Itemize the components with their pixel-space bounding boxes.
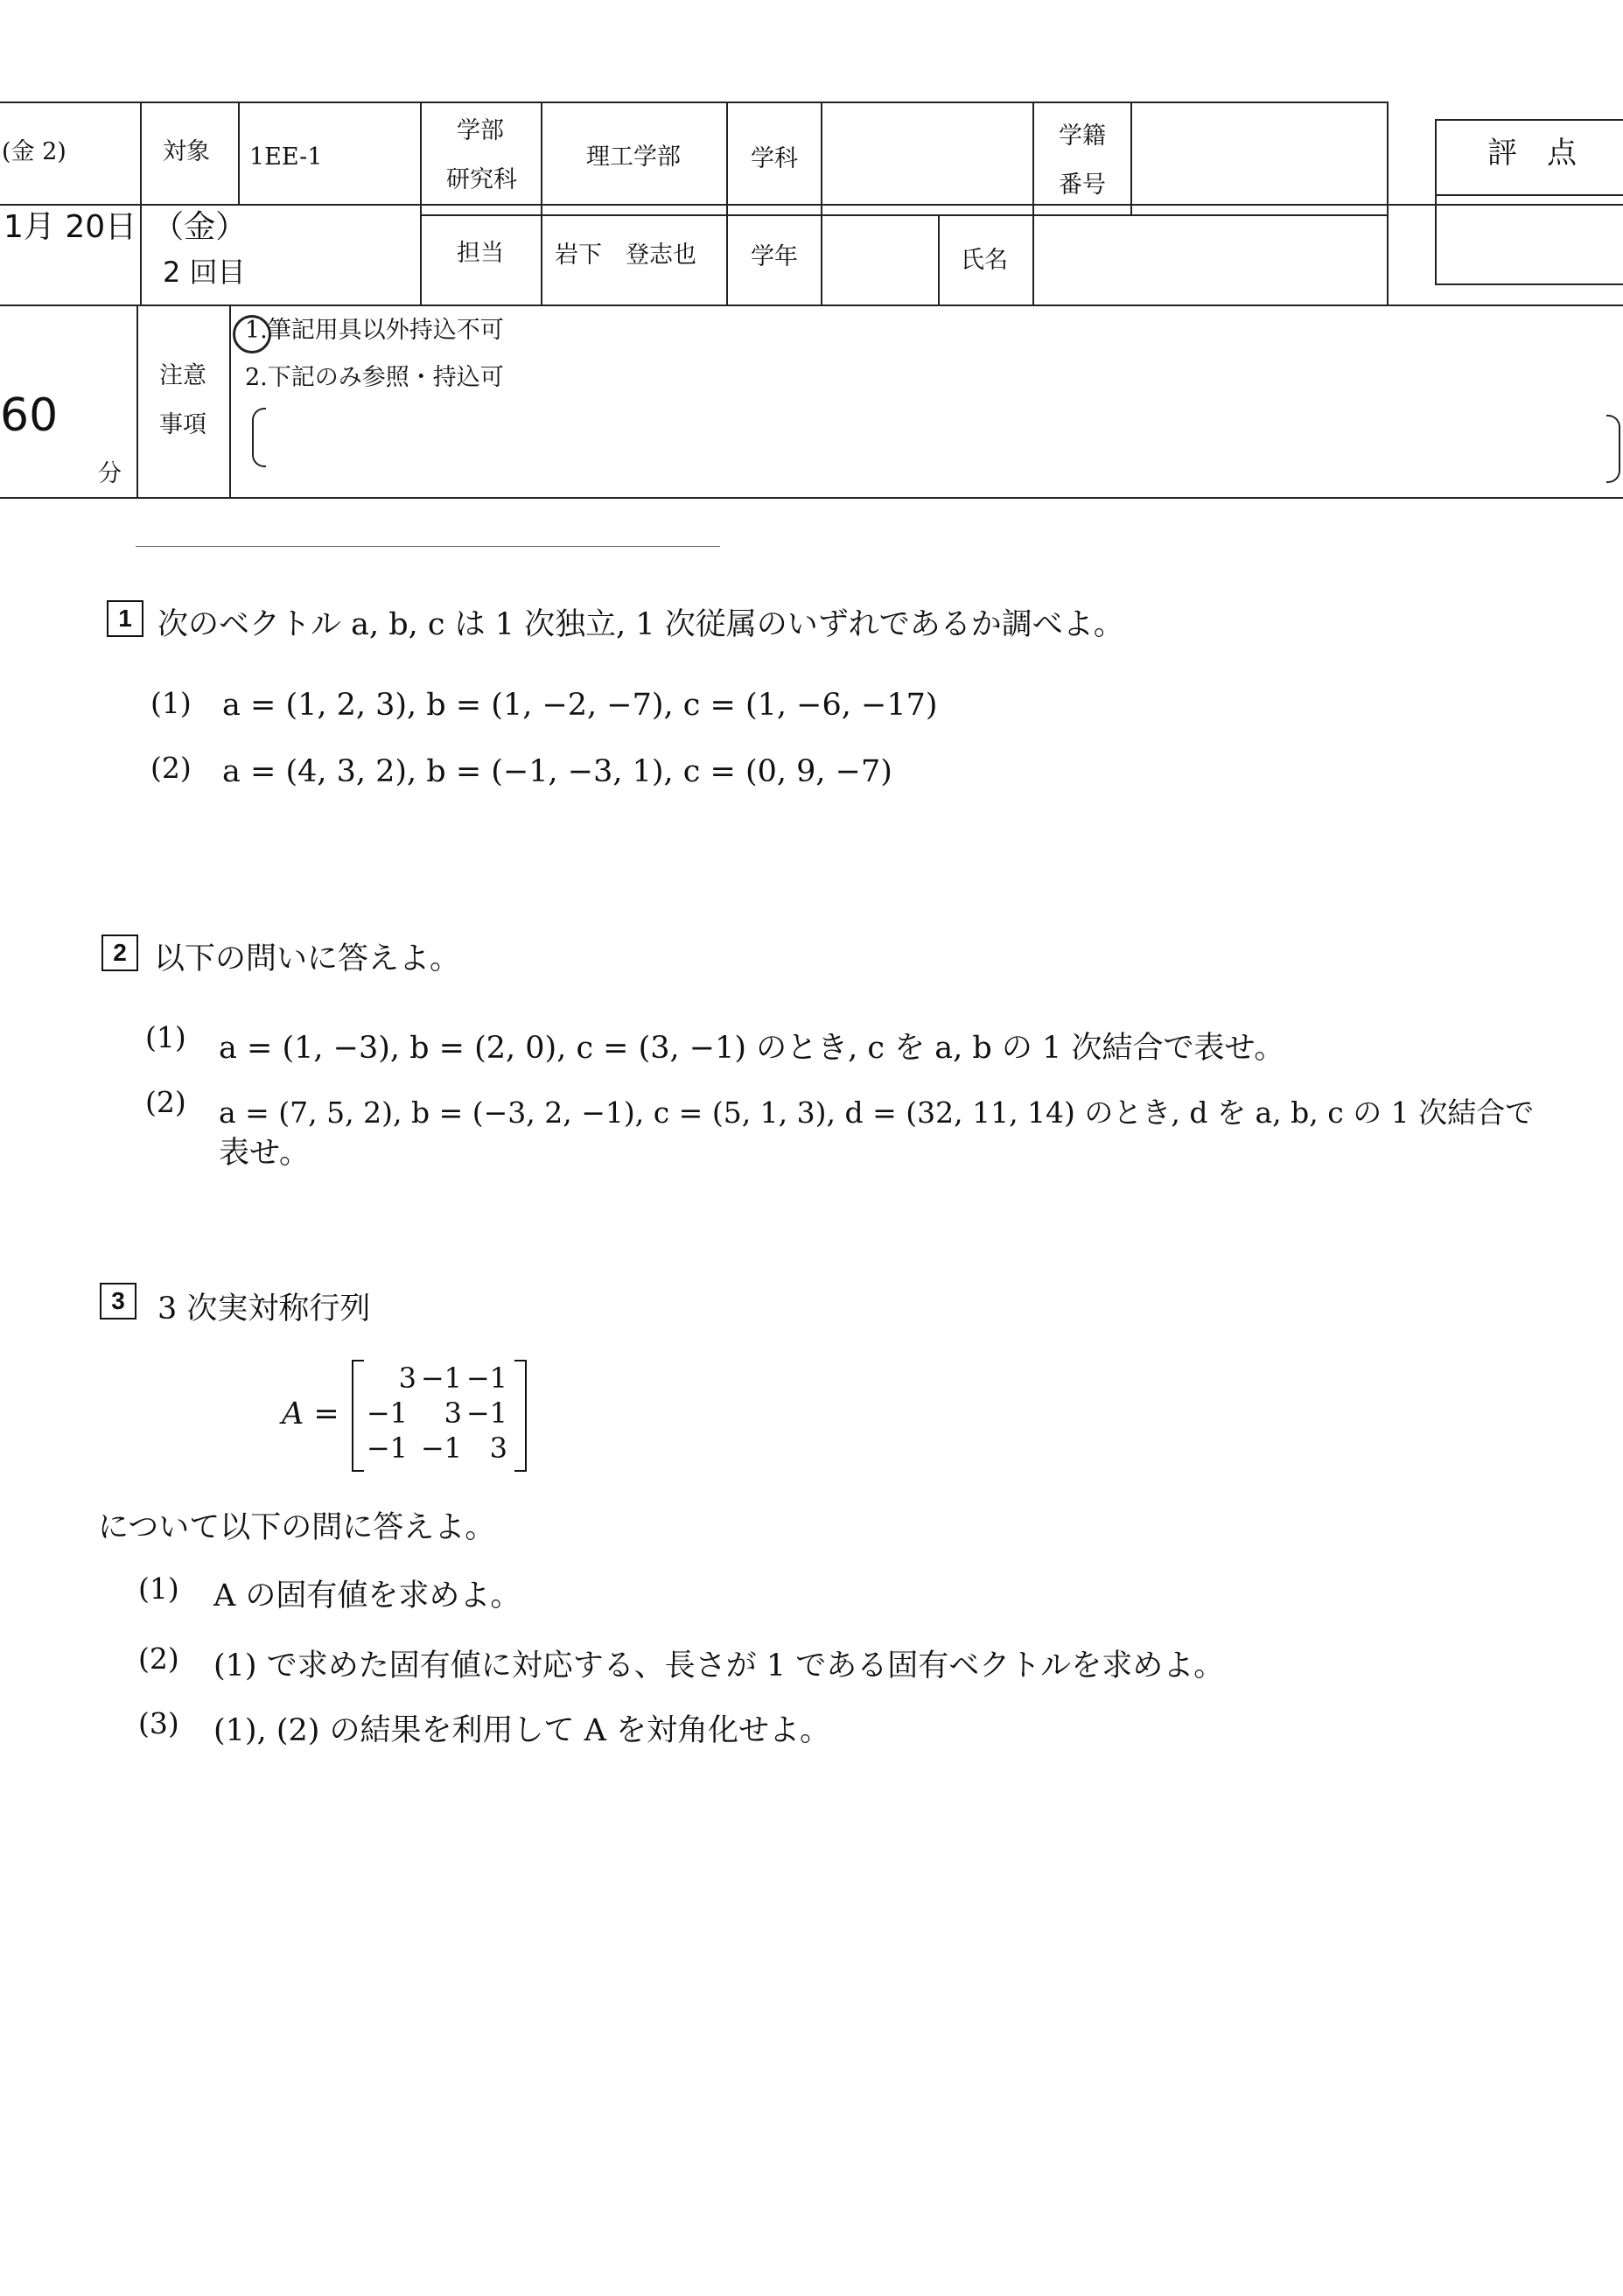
matrix-cell: 3 (398, 1362, 416, 1395)
note-1: 1.筆記用具以外持込不可 (245, 317, 504, 344)
matrix-cell: −1 (420, 1362, 462, 1395)
divider-rule (136, 546, 720, 547)
problem-2-sub1-text: a = (1, −3), b = (2, 0), c = (3, −1) のとき, c を a, b の 1 次結合で表せ。 (219, 1031, 1285, 1066)
problem-1-sub1-label: (1) (150, 686, 192, 720)
problem-1-number: 1 (107, 600, 143, 637)
problem-2-number: 2 (101, 934, 138, 971)
problem-3-statement: 3 次実対称行列 (157, 1292, 371, 1326)
target-value: 1EE-1 (249, 144, 323, 171)
matrix-cell: −1 (420, 1432, 462, 1465)
problem-3-sub1-label: (1) (138, 1572, 179, 1606)
student-no-label-1: 学籍 (1059, 122, 1106, 150)
problem-3-sub2-label: (2) (138, 1642, 179, 1676)
problem-3-sub3-text: (1), (2) の結果を利用して A を対角化せよ。 (213, 1713, 831, 1748)
faculty-label-2: 研究科 (446, 166, 517, 193)
matrix-cell: −1 (465, 1396, 507, 1430)
matrix-cell: −1 (465, 1362, 507, 1395)
matrix-cell: −1 (366, 1396, 408, 1430)
matrix-cell: −1 (366, 1432, 408, 1465)
target-label: 対象 (163, 138, 210, 165)
faculty-label-1: 学部 (457, 117, 504, 144)
notes-label-1: 注意 (159, 362, 206, 389)
note-2: 2.下記のみ参照・持込可 (245, 364, 504, 391)
problem-3-sub3-label: (3) (138, 1706, 179, 1740)
matrix-cell: 3 (489, 1432, 507, 1465)
matrix-bracket-left (352, 1360, 364, 1472)
name-label: 氏名 (961, 247, 1008, 274)
faculty-value: 理工学部 (586, 144, 681, 171)
instructor-value: 岩下 登志也 (555, 242, 696, 269)
notes-label-2: 事項 (159, 411, 206, 438)
date-text: 1月 20日 （金） (3, 209, 248, 245)
slot-text: (金 2) (2, 138, 66, 165)
problem-3-sub1-text: A の固有値を求めよ。 (213, 1578, 521, 1614)
student-no-label-2: 番号 (1059, 172, 1106, 199)
problem-1-sub2-text: a = (4, 3, 2), b = (−1, −3, 1), c = (0, 9, −7) (222, 754, 892, 789)
problem-1-sub2-label: (2) (150, 751, 192, 785)
duration-value: 60 (0, 389, 59, 442)
matrix-name: A = (282, 1396, 339, 1432)
bracket-left (252, 408, 266, 467)
problem-3-sub2-text: (1) で求めた固有値に対応する、長さが 1 である固有ベクトルを求めよ。 (213, 1648, 1225, 1684)
score-label: 評 点 (1487, 136, 1577, 171)
problem-3-number: 3 (100, 1283, 136, 1320)
matrix (352, 1360, 527, 1472)
session-text: 2 回目 (163, 256, 246, 289)
problem-1-sub1-text: a = (1, 2, 3), b = (1, −2, −7), c = (1, −6, −17) (222, 688, 938, 723)
problem-3-after-matrix: について以下の問に答えよ。 (98, 1510, 496, 1545)
problem-2-statement: 以下の問いに答えよ。 (154, 942, 461, 976)
duration-unit: 分 (98, 460, 122, 487)
matrix-cell: 3 (444, 1396, 462, 1430)
matrix-bracket-right (514, 1360, 527, 1472)
problem-2-sub2-line1: a = (7, 5, 2), b = (−3, 2, −1), c = (5, 1, 3), d = (32, 11, 14) のとき, d を a, b, c の 1 次結合で (219, 1096, 1535, 1130)
instructor-label: 担当 (457, 240, 504, 267)
problem-2-sub1-label: (1) (145, 1020, 186, 1054)
bracket-right (1606, 415, 1620, 483)
problem-2-sub2-label: (2) (145, 1085, 186, 1119)
year-label: 学年 (751, 243, 798, 270)
problem-1-statement: 次のベクトル a, b, c は 1 次独立, 1 次従属のいずれであるか調べよ。 (157, 607, 1124, 642)
dept-label: 学科 (751, 145, 798, 172)
problem-2-sub2-line2: 表せ。 (219, 1136, 310, 1171)
